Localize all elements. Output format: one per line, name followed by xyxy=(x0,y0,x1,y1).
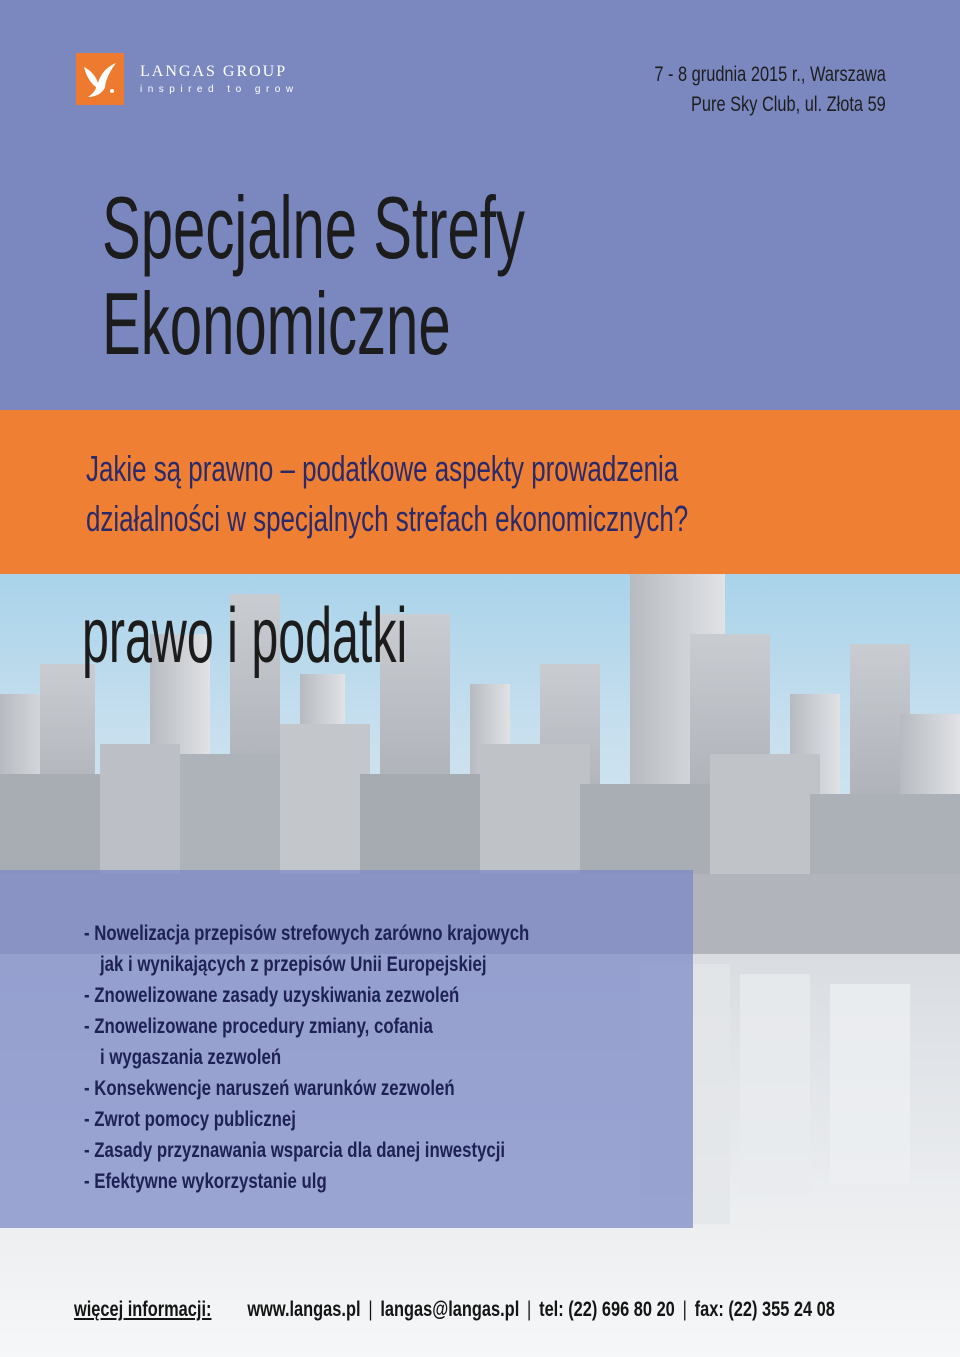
brand-tagline: inspired to grow xyxy=(140,84,299,95)
list-item: - Zasady przyznawania wsparcia dla danej inwestycji xyxy=(84,1139,506,1162)
event-info xyxy=(589,60,886,120)
list-item: - Nowelizacja przepisów strefowych zarówno krajowych xyxy=(84,922,530,945)
website-link[interactable]: www.langas.pl xyxy=(247,1298,361,1321)
topics-list xyxy=(84,918,641,1197)
question-text xyxy=(86,444,922,544)
list-item: - Znowelizowane zasady uzyskiwania zezwoleń xyxy=(84,984,460,1007)
email-link[interactable]: langas@langas.pl xyxy=(380,1298,520,1321)
separator: | xyxy=(368,1298,373,1321)
page-title xyxy=(102,180,743,372)
separator: | xyxy=(682,1298,687,1321)
event-date-place: 7 - 8 grudnia 2015 r., Warszawa xyxy=(654,63,886,86)
title-line-1: Specjalne Strefy xyxy=(102,178,525,277)
list-item: i wygaszania zezwoleń xyxy=(100,1046,282,1069)
list-item: - Znowelizowane procedury zmiany, cofania xyxy=(84,1015,433,1038)
phone-number: tel: (22) 696 80 20 xyxy=(539,1298,675,1321)
list-item: - Efektywne wykorzystanie ulg xyxy=(84,1170,327,1193)
langas-logo xyxy=(76,53,124,105)
brand-name: LANGAS GROUP xyxy=(140,63,288,80)
separator: | xyxy=(527,1298,532,1321)
title-line-2: Ekonomiczne xyxy=(102,274,451,373)
more-info-label: więcej informacji: xyxy=(74,1298,212,1321)
list-item: - Zwrot pomocy publicznej xyxy=(84,1108,296,1131)
bird-icon xyxy=(76,53,124,105)
list-item: - Konsekwencje naruszeń warunków zezwoleń xyxy=(84,1077,455,1100)
question-line-2: działalności w specjalnych strefach ekonomicznych? xyxy=(86,498,689,539)
event-venue: Pure Sky Club, ul. Złota 59 xyxy=(691,93,886,116)
question-line-1: Jakie są prawno – podatkowe aspekty prowadzenia xyxy=(86,448,679,489)
list-item: jak i wynikających z przepisów Unii Europejskiej xyxy=(100,953,487,976)
section-title: prawo i podatki xyxy=(82,591,408,679)
contact-footer xyxy=(74,1298,960,1322)
fax-number: fax: (22) 355 24 08 xyxy=(694,1298,835,1321)
